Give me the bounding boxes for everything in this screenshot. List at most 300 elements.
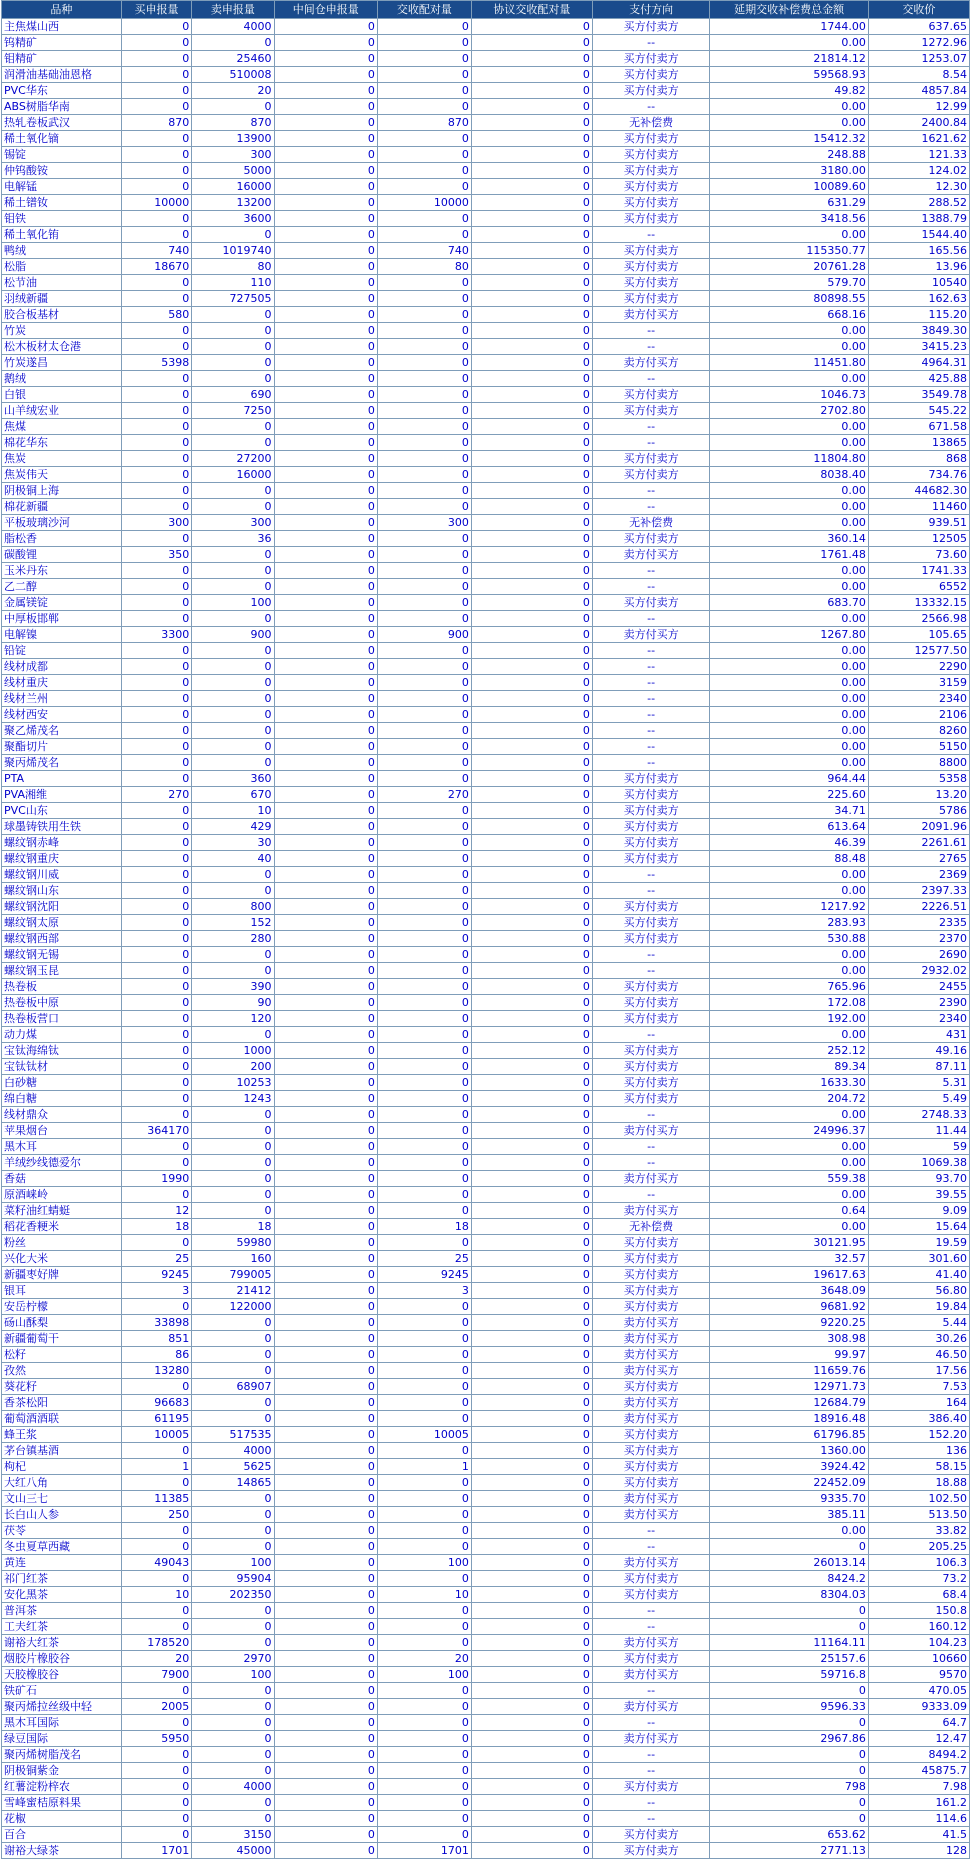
cell-agreement-qty: 0 — [471, 1539, 592, 1555]
cell-agreement-qty: 0 — [471, 1475, 592, 1491]
cell-agreement-qty: 0 — [471, 1779, 592, 1795]
cell-mid-qty: 0 — [274, 1683, 377, 1699]
cell-sell-qty: 36 — [192, 531, 274, 547]
cell-name: 粉丝 — [2, 1235, 122, 1251]
cell-match-qty: 25 — [377, 1251, 471, 1267]
cell-buy-qty: 0 — [121, 1011, 191, 1027]
cell-compensation: 0.00 — [710, 691, 869, 707]
cell-sell-qty: 280 — [192, 931, 274, 947]
cell-pay-direction: -- — [592, 1811, 709, 1827]
cell-name: 新疆葡萄干 — [2, 1331, 122, 1347]
table-row — [2, 35, 970, 51]
cell-mid-qty: 0 — [274, 1315, 377, 1331]
cell-mid-qty: 0 — [274, 163, 377, 179]
table-row — [2, 1459, 970, 1475]
cell-compensation: 0.00 — [710, 1027, 869, 1043]
cell-mid-qty: 0 — [274, 1795, 377, 1811]
cell-pay-direction: 买方付卖方 — [592, 1651, 709, 1667]
cell-settle-price: 12.47 — [868, 1731, 969, 1747]
cell-name: 螺纹钢赤峰 — [2, 835, 122, 851]
table-row — [2, 1571, 970, 1587]
cell-match-qty: 0 — [377, 1395, 471, 1411]
cell-pay-direction: 买方付卖方 — [592, 195, 709, 211]
cell-compensation: 9335.70 — [710, 1491, 869, 1507]
table-row — [2, 1395, 970, 1411]
cell-mid-qty: 0 — [274, 355, 377, 371]
cell-match-qty: 0 — [377, 1539, 471, 1555]
cell-agreement-qty: 0 — [471, 979, 592, 995]
table-row — [2, 147, 970, 163]
cell-mid-qty: 0 — [274, 1523, 377, 1539]
cell-mid-qty: 0 — [274, 403, 377, 419]
cell-name: 线材重庆 — [2, 675, 122, 691]
cell-match-qty: 18 — [377, 1219, 471, 1235]
cell-name: 线材兰州 — [2, 691, 122, 707]
cell-agreement-qty: 0 — [471, 35, 592, 51]
cell-settle-price: 41.40 — [868, 1267, 969, 1283]
cell-match-qty: 0 — [377, 403, 471, 419]
cell-compensation: 0.00 — [710, 1219, 869, 1235]
cell-compensation: 0.00 — [710, 707, 869, 723]
cell-agreement-qty: 0 — [471, 451, 592, 467]
cell-agreement-qty: 0 — [471, 1155, 592, 1171]
cell-mid-qty: 0 — [274, 1283, 377, 1299]
cell-mid-qty: 0 — [274, 51, 377, 67]
cell-agreement-qty: 0 — [471, 963, 592, 979]
cell-mid-qty: 0 — [274, 147, 377, 163]
cell-settle-price: 1069.38 — [868, 1155, 969, 1171]
cell-agreement-qty: 0 — [471, 339, 592, 355]
cell-buy-qty: 0 — [121, 467, 191, 483]
cell-mid-qty: 0 — [274, 243, 377, 259]
cell-pay-direction: -- — [592, 659, 709, 675]
cell-compensation: 3648.09 — [710, 1283, 869, 1299]
cell-name: 润滑油基础油恩格 — [2, 67, 122, 83]
table-row — [2, 1139, 970, 1155]
cell-mid-qty: 0 — [274, 675, 377, 691]
cell-agreement-qty: 0 — [471, 1267, 592, 1283]
cell-sell-qty: 30 — [192, 835, 274, 851]
cell-settle-price: 73.60 — [868, 547, 969, 563]
cell-name: 茯苓 — [2, 1523, 122, 1539]
table-row — [2, 1075, 970, 1091]
table-row — [2, 867, 970, 883]
cell-buy-qty: 0 — [121, 707, 191, 723]
cell-pay-direction: 买方付卖方 — [592, 147, 709, 163]
cell-pay-direction: -- — [592, 723, 709, 739]
cell-compensation: 59568.93 — [710, 67, 869, 83]
cell-buy-qty: 86 — [121, 1347, 191, 1363]
cell-compensation: 0.00 — [710, 611, 869, 627]
cell-name: PVC山东 — [2, 803, 122, 819]
cell-buy-qty: 0 — [121, 979, 191, 995]
cell-pay-direction: -- — [592, 1523, 709, 1539]
cell-sell-qty: 0 — [192, 1635, 274, 1651]
cell-settle-price: 46.50 — [868, 1347, 969, 1363]
cell-settle-price: 2748.33 — [868, 1107, 969, 1123]
cell-pay-direction: 卖方付买方 — [592, 1315, 709, 1331]
cell-settle-price: 104.23 — [868, 1635, 969, 1651]
cell-agreement-qty: 0 — [471, 1107, 592, 1123]
cell-match-qty: 0 — [377, 579, 471, 595]
table-row — [2, 115, 970, 131]
cell-agreement-qty: 0 — [471, 1219, 592, 1235]
cell-settle-price: 17.56 — [868, 1363, 969, 1379]
cell-settle-price: 12.30 — [868, 179, 969, 195]
table-row — [2, 1347, 970, 1363]
cell-match-qty: 0 — [377, 835, 471, 851]
cell-pay-direction: -- — [592, 339, 709, 355]
cell-sell-qty: 0 — [192, 755, 274, 771]
cell-compensation: 0.00 — [710, 499, 869, 515]
cell-name: 红薯淀粉梓农 — [2, 1779, 122, 1795]
cell-sell-qty: 0 — [192, 1123, 274, 1139]
cell-settle-price: 8260 — [868, 723, 969, 739]
cell-pay-direction: 买方付卖方 — [592, 1843, 709, 1859]
table-row — [2, 1011, 970, 1027]
cell-name: 稀土镨钕 — [2, 195, 122, 211]
cell-sell-qty: 120 — [192, 1011, 274, 1027]
cell-buy-qty: 0 — [121, 611, 191, 627]
cell-mid-qty: 0 — [274, 451, 377, 467]
column-header-name: 品种 — [2, 1, 122, 19]
cell-match-qty: 0 — [377, 947, 471, 963]
cell-match-qty: 0 — [377, 179, 471, 195]
cell-buy-qty: 13280 — [121, 1363, 191, 1379]
cell-name: 羽绒新疆 — [2, 291, 122, 307]
cell-settle-price: 30.26 — [868, 1331, 969, 1347]
cell-buy-qty: 0 — [121, 755, 191, 771]
cell-sell-qty: 21412 — [192, 1283, 274, 1299]
cell-name: 热卷板营口 — [2, 1011, 122, 1027]
cell-sell-qty: 5625 — [192, 1459, 274, 1475]
table-row — [2, 403, 970, 419]
cell-mid-qty: 0 — [274, 1347, 377, 1363]
cell-pay-direction: 买方付卖方 — [592, 1571, 709, 1587]
cell-pay-direction: 卖方付买方 — [592, 1555, 709, 1571]
cell-match-qty: 0 — [377, 1619, 471, 1635]
cell-sell-qty: 0 — [192, 355, 274, 371]
cell-match-qty: 0 — [377, 1523, 471, 1539]
cell-compensation: 0.00 — [710, 563, 869, 579]
cell-compensation: 8424.2 — [710, 1571, 869, 1587]
cell-compensation: 0 — [710, 1603, 869, 1619]
cell-buy-qty: 0 — [121, 163, 191, 179]
cell-name: 脂松香 — [2, 531, 122, 547]
cell-compensation: 631.29 — [710, 195, 869, 211]
cell-name: 枸杞 — [2, 1459, 122, 1475]
header-row — [2, 1, 970, 19]
cell-settle-price: 2335 — [868, 915, 969, 931]
cell-compensation: 1267.80 — [710, 627, 869, 643]
cell-compensation: 0 — [710, 1715, 869, 1731]
cell-compensation: 0.00 — [710, 723, 869, 739]
cell-agreement-qty: 0 — [471, 835, 592, 851]
cell-name: 苹果烟台 — [2, 1123, 122, 1139]
cell-agreement-qty: 0 — [471, 1555, 592, 1571]
cell-agreement-qty: 0 — [471, 179, 592, 195]
cell-name: 白银 — [2, 387, 122, 403]
cell-match-qty: 0 — [377, 227, 471, 243]
cell-match-qty: 0 — [377, 1299, 471, 1315]
cell-pay-direction: 买方付卖方 — [592, 19, 709, 35]
cell-settle-price: 2566.98 — [868, 611, 969, 627]
cell-pay-direction: -- — [592, 1107, 709, 1123]
cell-buy-qty: 0 — [121, 883, 191, 899]
cell-agreement-qty: 0 — [471, 147, 592, 163]
cell-settle-price: 11.44 — [868, 1123, 969, 1139]
cell-settle-price: 2290 — [868, 659, 969, 675]
cell-compensation: 0.00 — [710, 659, 869, 675]
cell-agreement-qty: 0 — [471, 1315, 592, 1331]
cell-pay-direction: -- — [592, 707, 709, 723]
cell-pay-direction: -- — [592, 1619, 709, 1635]
cell-settle-price: 152.20 — [868, 1427, 969, 1443]
cell-buy-qty: 0 — [121, 1523, 191, 1539]
cell-agreement-qty: 0 — [471, 819, 592, 835]
cell-buy-qty: 0 — [121, 1619, 191, 1635]
cell-compensation: 24996.37 — [710, 1123, 869, 1139]
table-row — [2, 739, 970, 755]
cell-mid-qty: 0 — [274, 1027, 377, 1043]
cell-settle-price: 33.82 — [868, 1523, 969, 1539]
cell-sell-qty: 3600 — [192, 211, 274, 227]
table-body — [2, 19, 970, 1859]
cell-agreement-qty: 0 — [471, 1523, 592, 1539]
cell-sell-qty: 27200 — [192, 451, 274, 467]
cell-mid-qty: 0 — [274, 1603, 377, 1619]
cell-name: 谢裕大红茶 — [2, 1635, 122, 1651]
cell-buy-qty: 0 — [121, 963, 191, 979]
cell-mid-qty: 0 — [274, 67, 377, 83]
cell-settle-price: 87.11 — [868, 1059, 969, 1075]
cell-sell-qty: 7250 — [192, 403, 274, 419]
cell-compensation: 25157.6 — [710, 1651, 869, 1667]
cell-pay-direction: 买方付卖方 — [592, 1443, 709, 1459]
cell-sell-qty: 0 — [192, 1795, 274, 1811]
cell-pay-direction: 买方付卖方 — [592, 243, 709, 259]
cell-sell-qty: 0 — [192, 307, 274, 323]
cell-compensation: 0.64 — [710, 1203, 869, 1219]
cell-sell-qty: 0 — [192, 1523, 274, 1539]
cell-sell-qty: 0 — [192, 339, 274, 355]
cell-name: 山羊绒宏业 — [2, 403, 122, 419]
cell-sell-qty: 900 — [192, 627, 274, 643]
cell-buy-qty: 10 — [121, 1587, 191, 1603]
cell-buy-qty: 0 — [121, 1043, 191, 1059]
cell-compensation: 1360.00 — [710, 1443, 869, 1459]
cell-agreement-qty: 0 — [471, 51, 592, 67]
cell-settle-price: 59 — [868, 1139, 969, 1155]
cell-mid-qty: 0 — [274, 1779, 377, 1795]
cell-match-qty: 0 — [377, 531, 471, 547]
cell-name: 铅锭 — [2, 643, 122, 659]
cell-agreement-qty: 0 — [471, 1843, 592, 1859]
cell-settle-price: 2261.61 — [868, 835, 969, 851]
cell-mid-qty: 0 — [274, 291, 377, 307]
cell-buy-qty: 2005 — [121, 1699, 191, 1715]
cell-name: 热卷板中原 — [2, 995, 122, 1011]
cell-buy-qty: 0 — [121, 1091, 191, 1107]
cell-buy-qty: 3300 — [121, 627, 191, 643]
cell-sell-qty: 1243 — [192, 1091, 274, 1107]
cell-pay-direction: 买方付卖方 — [592, 179, 709, 195]
cell-buy-qty: 18670 — [121, 259, 191, 275]
cell-compensation: 22452.09 — [710, 1475, 869, 1491]
cell-settle-price: 165.56 — [868, 243, 969, 259]
cell-sell-qty: 5000 — [192, 163, 274, 179]
cell-mid-qty: 0 — [274, 1219, 377, 1235]
cell-buy-qty: 0 — [121, 595, 191, 611]
cell-pay-direction: 买方付卖方 — [592, 51, 709, 67]
cell-match-qty: 0 — [377, 1779, 471, 1795]
cell-settle-price: 114.6 — [868, 1811, 969, 1827]
cell-buy-qty: 740 — [121, 243, 191, 259]
cell-agreement-qty: 0 — [471, 1251, 592, 1267]
table-row — [2, 179, 970, 195]
cell-settle-price: 115.20 — [868, 307, 969, 323]
cell-match-qty: 0 — [377, 451, 471, 467]
cell-mid-qty: 0 — [274, 1731, 377, 1747]
cell-name: 安化黑茶 — [2, 1587, 122, 1603]
cell-mid-qty: 0 — [274, 755, 377, 771]
cell-agreement-qty: 0 — [471, 211, 592, 227]
cell-buy-qty: 0 — [121, 227, 191, 243]
cell-sell-qty: 0 — [192, 1411, 274, 1427]
cell-agreement-qty: 0 — [471, 1283, 592, 1299]
cell-settle-price: 1253.07 — [868, 51, 969, 67]
cell-mid-qty: 0 — [274, 1267, 377, 1283]
column-header-agreement-qty: 协议交收配对量 — [471, 1, 592, 19]
cell-pay-direction: 卖方付买方 — [592, 1635, 709, 1651]
cell-name: 竹炭 — [2, 323, 122, 339]
cell-compensation: 248.88 — [710, 147, 869, 163]
table-row — [2, 995, 970, 1011]
cell-mid-qty: 0 — [274, 387, 377, 403]
table-row — [2, 627, 970, 643]
cell-name: 雪峰蜜桔原料果 — [2, 1795, 122, 1811]
cell-sell-qty: 16000 — [192, 179, 274, 195]
cell-agreement-qty: 0 — [471, 531, 592, 547]
cell-pay-direction: -- — [592, 1795, 709, 1811]
cell-pay-direction: 卖方付买方 — [592, 1507, 709, 1523]
cell-pay-direction: -- — [592, 691, 709, 707]
cell-compensation: 0 — [710, 1683, 869, 1699]
cell-pay-direction: -- — [592, 1187, 709, 1203]
cell-pay-direction: 买方付卖方 — [592, 835, 709, 851]
table-row — [2, 611, 970, 627]
cell-buy-qty: 0 — [121, 131, 191, 147]
cell-name: 螺纹钢玉昆 — [2, 963, 122, 979]
cell-match-qty: 100 — [377, 1555, 471, 1571]
cell-name: 兴化大米 — [2, 1251, 122, 1267]
cell-pay-direction: 买方付卖方 — [592, 1075, 709, 1091]
cell-match-qty: 0 — [377, 979, 471, 995]
cell-settle-price: 49.16 — [868, 1043, 969, 1059]
cell-name: 稀土氧化镝 — [2, 131, 122, 147]
table-row — [2, 1715, 970, 1731]
cell-match-qty: 0 — [377, 1443, 471, 1459]
table-row — [2, 371, 970, 387]
cell-name: 碳酸锂 — [2, 547, 122, 563]
cell-match-qty: 0 — [377, 1123, 471, 1139]
cell-pay-direction: 买方付卖方 — [592, 1379, 709, 1395]
cell-pay-direction: 买方付卖方 — [592, 211, 709, 227]
cell-mid-qty: 0 — [274, 339, 377, 355]
cell-compensation: 1744.00 — [710, 19, 869, 35]
cell-compensation: 964.44 — [710, 771, 869, 787]
cell-pay-direction: 卖方付买方 — [592, 1411, 709, 1427]
cell-settle-price: 5.49 — [868, 1091, 969, 1107]
cell-agreement-qty: 0 — [471, 243, 592, 259]
cell-sell-qty: 0 — [192, 563, 274, 579]
cell-agreement-qty: 0 — [471, 691, 592, 707]
cell-match-qty: 0 — [377, 1155, 471, 1171]
cell-pay-direction: -- — [592, 323, 709, 339]
cell-pay-direction: -- — [592, 867, 709, 883]
cell-agreement-qty: 0 — [471, 355, 592, 371]
cell-match-qty: 0 — [377, 707, 471, 723]
cell-compensation: 0.00 — [710, 515, 869, 531]
cell-match-qty: 0 — [377, 1107, 471, 1123]
cell-sell-qty: 2970 — [192, 1651, 274, 1667]
cell-compensation: 3924.42 — [710, 1459, 869, 1475]
cell-sell-qty: 690 — [192, 387, 274, 403]
cell-buy-qty: 0 — [121, 323, 191, 339]
cell-pay-direction: 卖方付买方 — [592, 1123, 709, 1139]
cell-match-qty: 0 — [377, 1331, 471, 1347]
table-row — [2, 1795, 970, 1811]
cell-pay-direction: 买方付卖方 — [592, 275, 709, 291]
cell-compensation: 21814.12 — [710, 51, 869, 67]
cell-match-qty: 10000 — [377, 195, 471, 211]
cell-sell-qty: 0 — [192, 1731, 274, 1747]
cell-compensation: 10089.60 — [710, 179, 869, 195]
cell-agreement-qty: 0 — [471, 1363, 592, 1379]
cell-buy-qty: 0 — [121, 563, 191, 579]
cell-agreement-qty: 0 — [471, 867, 592, 883]
cell-pay-direction: 买方付卖方 — [592, 131, 709, 147]
cell-compensation: 0.00 — [710, 755, 869, 771]
cell-match-qty: 0 — [377, 611, 471, 627]
cell-agreement-qty: 0 — [471, 643, 592, 659]
table-row — [2, 1123, 970, 1139]
cell-agreement-qty: 0 — [471, 435, 592, 451]
cell-name: 螺纹钢西部 — [2, 931, 122, 947]
cell-name: 砀山酥梨 — [2, 1315, 122, 1331]
table-row — [2, 1763, 970, 1779]
cell-pay-direction: 买方付卖方 — [592, 1427, 709, 1443]
cell-compensation: 2967.86 — [710, 1731, 869, 1747]
table-row — [2, 51, 970, 67]
cell-agreement-qty: 0 — [471, 1651, 592, 1667]
cell-buy-qty: 0 — [121, 643, 191, 659]
cell-sell-qty: 0 — [192, 1363, 274, 1379]
table-row — [2, 1667, 970, 1683]
cell-settle-price: 13865 — [868, 435, 969, 451]
cell-pay-direction: 买方付卖方 — [592, 1251, 709, 1267]
cell-sell-qty: 0 — [192, 691, 274, 707]
cell-mid-qty: 0 — [274, 371, 377, 387]
cell-settle-price: 2397.33 — [868, 883, 969, 899]
table-row — [2, 931, 970, 947]
cell-compensation: 683.70 — [710, 595, 869, 611]
cell-agreement-qty: 0 — [471, 675, 592, 691]
cell-sell-qty: 14865 — [192, 1475, 274, 1491]
cell-settle-price: 2340 — [868, 1011, 969, 1027]
cell-agreement-qty: 0 — [471, 1667, 592, 1683]
cell-mid-qty: 0 — [274, 963, 377, 979]
